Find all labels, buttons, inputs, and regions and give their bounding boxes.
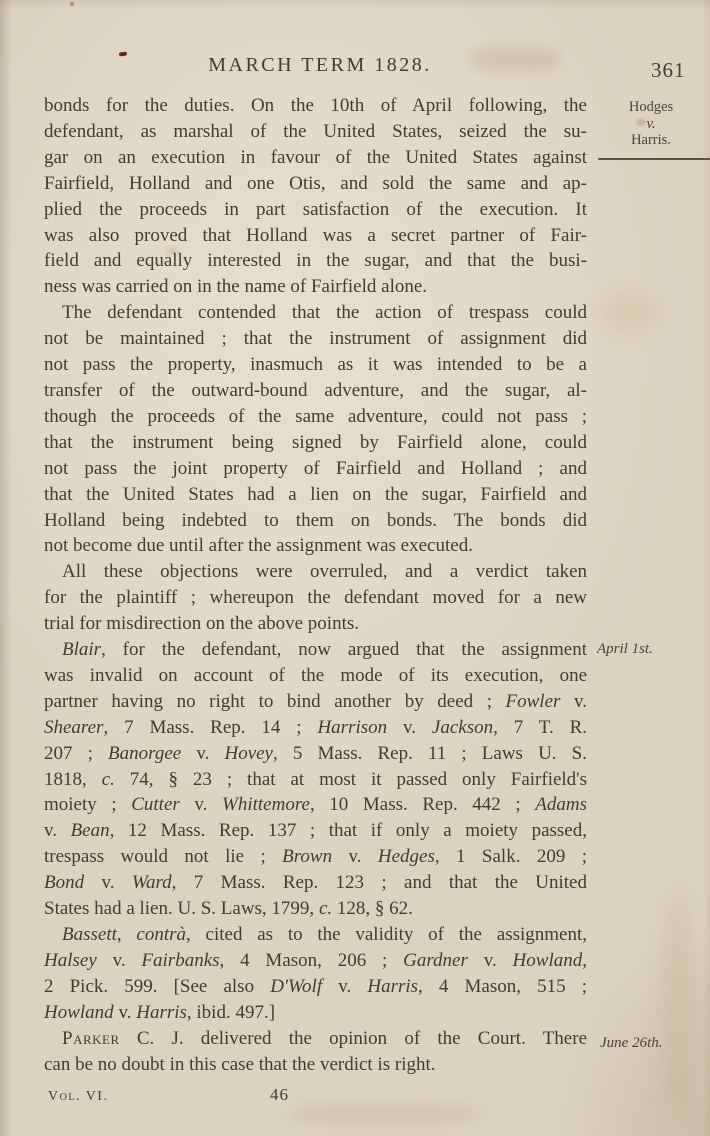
text-line: that the United States had a lien on the sugar, Fairfield and — [44, 483, 587, 505]
text-line: 2 Pick. 599. [See also D'Wolf v. Harris, 4 Mason, 515 ; — [44, 975, 587, 997]
text-line: bonds for the duties. On the 10th of April following, the — [44, 95, 587, 116]
text-line: moiety ; Cutter v. Whittemore, 10 Mass. Rep. 442 ; Adams — [44, 794, 587, 816]
text-line: defendant, as marshal of the United States, seized the su- — [44, 120, 587, 142]
text-line: not pass the property, inasmuch as it was intended to be a — [44, 354, 587, 376]
text-line: trial for misdirection on the above points. — [44, 613, 360, 635]
text-line: Parker C. J. delivered the opinion of the Court. There — [62, 1027, 587, 1049]
text-line: States had a lien. U. S. Laws, 1799, c. 128, § 62. — [44, 898, 413, 920]
footer-signature-number: 46 — [270, 1085, 289, 1104]
sidenote-versus: v. — [646, 115, 656, 132]
foxing-spot — [600, 290, 660, 334]
text-line: was also proved that Holland was a secret partner of Fair- — [44, 224, 587, 246]
foxing-spot — [70, 2, 74, 6]
text-column — [44, 93, 587, 1077]
text-line: Bassett, contrà, cited as to the validity of the assignment, — [62, 924, 588, 945]
text-line: not become due until after the assignment was executed. — [44, 535, 473, 557]
text-line: Shearer, 7 Mass. Rep. 14 ; Harrison v. Jackson, 7 T. R. — [44, 716, 587, 738]
text-line: that the instrument being signed by Fairfield alone, could — [44, 431, 587, 453]
text-line: for the plaintiff ; whereupon the defendant moved for a new — [44, 587, 587, 609]
text-line: Blair, for the defendant, now argued that the assignment — [62, 639, 587, 661]
sidenote-decision-date: June 26th. — [600, 1035, 663, 1051]
text-line: 207 ; Banorgee v. Hovey, 5 Mass. Rep. 11 ; Laws U. S. — [44, 742, 587, 764]
sidenote-party-1: Hodges — [628, 99, 674, 115]
text-line: Halsey v. Fairbanks, 4 Mason, 206 ; Gardner v. Howland, — [44, 949, 587, 971]
text-line: Howland v. Harris, ibid. 497.] — [44, 1001, 276, 1023]
text-line: not pass the joint property of Fairfield and Holland ; and — [44, 457, 587, 479]
text-line: can be no doubt in this case that the verdict is right. — [44, 1053, 436, 1075]
page-number: 361 — [651, 58, 686, 82]
running-head: MARCH TERM 1828. — [208, 54, 432, 76]
text-line: field and equally interested in the sugar, and that the busi- — [44, 250, 587, 272]
sidenote-divider-rule — [598, 158, 710, 160]
text-line: plied the proceeds in part satisfaction of the execution. It — [44, 198, 587, 220]
footer-volume-label: Vol. VI. — [48, 1089, 109, 1104]
text-line: was invalid on account of the mode of its execution, one — [44, 664, 587, 686]
text-line: Fairfield, Holland and one Otis, and sold the same and ap- — [44, 172, 587, 194]
text-line: trespass would not lie ; Brown v. Hedges, 1 Salk. 209 ; — [44, 846, 587, 868]
text-line: transfer of the outward-bound adventure, and the sugar, al- — [44, 379, 587, 401]
text-line: gar on an execution in favour of the United States against — [44, 146, 587, 168]
sidenote-party-2: Harris. — [631, 132, 671, 148]
text-line: Holland being indebted to them on bonds. The bonds did — [44, 509, 587, 531]
text-line: ness was carried on in the name of Fairfield alone. — [44, 276, 428, 298]
text-line: Bond v. Ward, 7 Mass. Rep. 123 ; and that the United — [44, 872, 587, 894]
text-line: 1818, c. 74, § 23 ; that at most it passed only Fairfield's — [44, 768, 588, 790]
text-line: though the proceeds of the same adventure, could not pass ; — [44, 405, 587, 427]
text-line: partner having no right to bind another by deed ; Fowler v. — [44, 690, 587, 712]
text-line: not be maintained ; that the instrument of assignment did — [44, 328, 587, 350]
text-line: v. Bean, 12 Mass. Rep. 137 ; that if only a moiety passed, — [44, 820, 587, 842]
sidenote-case-caption — [596, 99, 706, 149]
sidenote-argument-date: April 1st. — [597, 641, 653, 657]
text-line: All these objections were overruled, and a verdict taken — [62, 561, 587, 583]
show-through-smudge — [290, 1104, 480, 1124]
foxing-streak — [662, 890, 694, 1120]
text-line: The defendant contended that the action of trespass could — [62, 302, 587, 324]
